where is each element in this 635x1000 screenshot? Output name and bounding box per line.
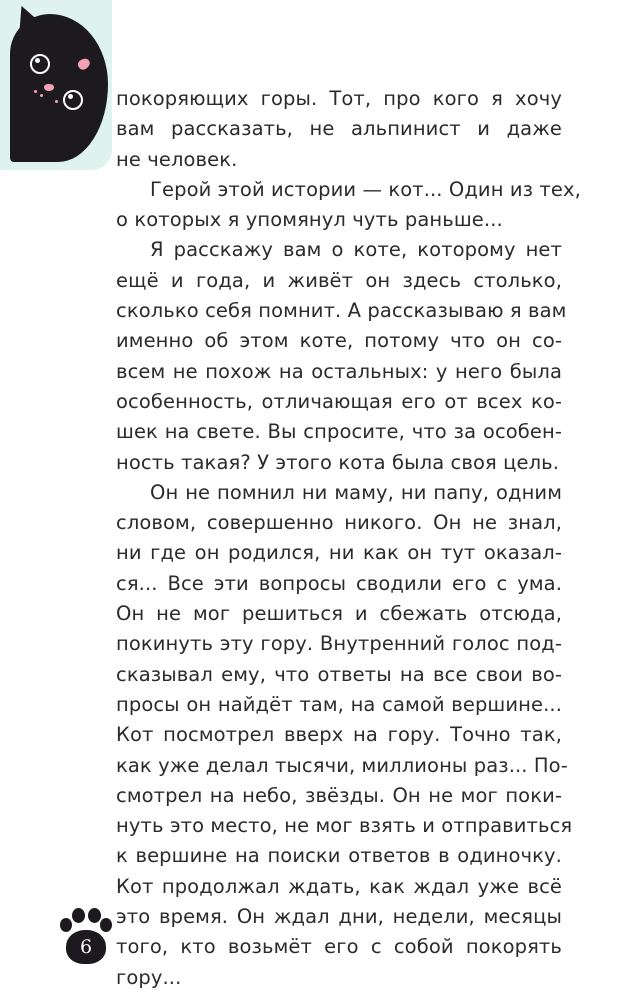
- text-line: Кот продолжал ждать, как ждал уже всё: [116, 874, 562, 898]
- page-number: 6: [79, 936, 93, 958]
- cat-right-eye: [63, 90, 83, 110]
- body-text: [116, 84, 581, 993]
- text-line: Я расскажу вам о коте, которому нет: [150, 238, 562, 262]
- text-line: ни где он родился, ни как он тут оказал-: [116, 541, 562, 565]
- text-line: словом, совершенно никого. Он не знал,: [116, 511, 562, 535]
- text-line: к вершине на поиски ответов в одиночку.: [116, 844, 562, 868]
- cat-nose: [44, 84, 54, 91]
- cat-whisker-dot: [40, 94, 43, 97]
- text-line: вам рассказать, не альпинист и даже: [116, 117, 562, 141]
- text-line: Он не мог решиться и сбежать отсюда,: [116, 602, 562, 626]
- text-line: ность такая? У этого кота была своя цель.: [116, 450, 560, 474]
- text-line: не человек.: [116, 147, 238, 171]
- text-line: покинуть эту гору. Внутренний голос под-: [116, 632, 562, 656]
- text-line: сказывал ему, что ответы на все свои во-: [116, 662, 562, 686]
- text-line: смотрел на небо, звёзды. Он не мог поки-: [116, 783, 562, 807]
- text-line: гору...: [116, 965, 182, 989]
- paw-toe: [100, 918, 112, 932]
- text-line: Герой этой истории — кот... Один из тех,: [150, 177, 581, 201]
- text-line: именно об этом коте, потому что он со-: [116, 329, 562, 353]
- paw-toe: [60, 918, 72, 932]
- text-line: о которых я упомянул чуть раньше...: [116, 208, 503, 232]
- text-line: как уже делал тысячи, миллионы раз... По-: [116, 753, 568, 777]
- text-line: ещё и года, и живёт он здесь столько,: [116, 268, 562, 292]
- paw-print-icon: [58, 908, 118, 968]
- paw-toe: [88, 908, 101, 923]
- text-line: это время. Он ждал дни, недели, месяцы: [116, 905, 562, 929]
- text-line: просы он найдёт там, на самой вершине...: [116, 692, 562, 716]
- text-line: нуть это место, не мог взять и отправиться: [116, 814, 573, 838]
- cat-left-eye: [30, 54, 50, 74]
- text-line: того, кто возьмёт его с собой покорять: [116, 935, 562, 959]
- cat-whisker-dot: [34, 90, 37, 93]
- paw-toe: [72, 908, 85, 923]
- text-line: Кот посмотрел вверх на гору. Точно так,: [116, 723, 562, 747]
- text-line: всем не похож на остальных: у него была: [116, 359, 562, 383]
- text-line: ся... Все эти вопросы сводили его с ума.: [116, 571, 562, 595]
- text-line: шек на свете. Вы спросите, что за особен-: [116, 420, 562, 444]
- text-line: сколько себя помнит. А рассказываю я вам: [116, 299, 567, 323]
- text-line: Он не помнил ни маму, ни папу, одним: [150, 480, 562, 504]
- cat-whisker-dot: [55, 100, 58, 103]
- text-line: особенность, отличающая его от всех ко-: [116, 389, 562, 413]
- text-line: покоряющих горы. Тот, про кого я хочу: [116, 87, 562, 110]
